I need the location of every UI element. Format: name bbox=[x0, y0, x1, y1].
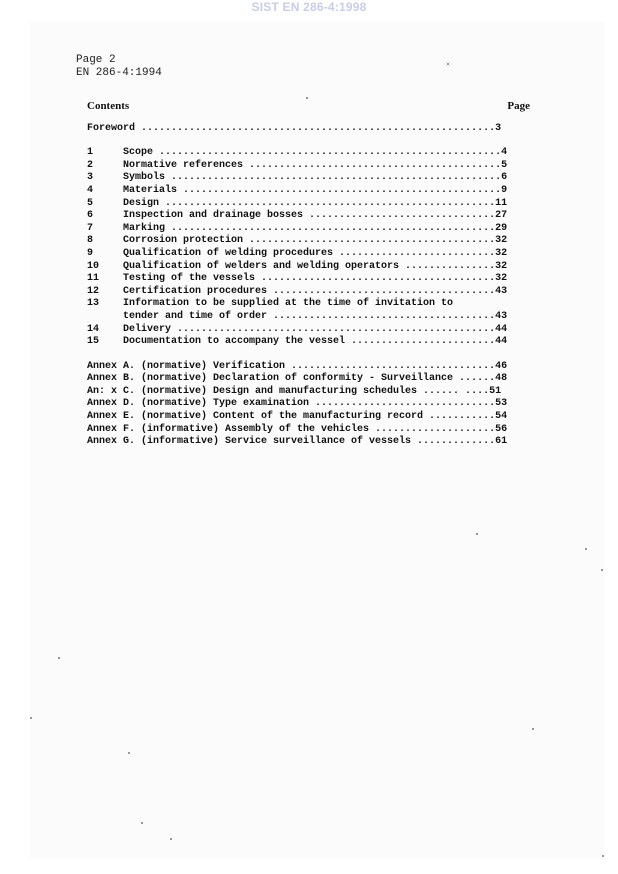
scan-speck bbox=[30, 717, 32, 719]
scan-speck bbox=[602, 855, 604, 857]
scan-speck bbox=[58, 657, 60, 659]
toc-entry: 13 Information to be supplied at the time of invitation to bbox=[87, 298, 454, 310]
scan-speck bbox=[447, 63, 449, 65]
toc-title: Contents bbox=[87, 100, 130, 112]
page-number: Page 2 bbox=[76, 54, 116, 66]
scan-speck bbox=[532, 728, 534, 730]
toc-sections bbox=[87, 147, 530, 349]
toc-entry: 10 Qualification of welders and welding operators ...............32 bbox=[87, 260, 508, 272]
toc-entry: 15 Documentation to accompany the vessel ........................44 bbox=[87, 336, 508, 348]
toc-annex-entry: An: x C. (normative) Design and manufacturing schedules ...... ....51 bbox=[87, 385, 502, 397]
toc-entry: 14 Delivery .....................................................44 bbox=[87, 323, 508, 335]
toc-entry: 1 Scope .........................................................4 bbox=[87, 147, 508, 159]
toc-page-label: Page bbox=[507, 100, 530, 112]
toc-entry: 3 Symbols .......................................................6 bbox=[87, 172, 508, 184]
toc-annex-entry: Annex F. (informative) Assembly of the vehicles ....................56 bbox=[87, 423, 508, 435]
toc-entry: 7 Marking ......................................................29 bbox=[87, 222, 508, 234]
toc-annex-entry: Annex G. (informative) Service surveillance of vessels .............61 bbox=[87, 436, 508, 448]
toc-entry: 4 Materials .....................................................9 bbox=[87, 184, 508, 196]
toc-entry: 12 Certification procedures .....................................43 bbox=[87, 285, 508, 297]
scan-speck bbox=[601, 569, 603, 571]
toc-annex-entry: Annex B. (normative) Declaration of conformity - Surveillance ......48 bbox=[87, 373, 508, 385]
toc-header bbox=[87, 100, 530, 113]
toc-annex-entry: Annex E. (normative) Content of the manufacturing record ...........54 bbox=[87, 411, 508, 423]
toc-entry: 8 Corrosion protection .........................................32 bbox=[87, 235, 508, 247]
toc-entry: 9 Qualification of welding procedures ..........................32 bbox=[87, 247, 508, 259]
toc-annexes bbox=[87, 361, 530, 449]
scan-speck bbox=[141, 822, 143, 824]
table-of-contents bbox=[87, 100, 530, 449]
toc-entry: 11 Testing of the vessels .......................................32 bbox=[87, 273, 508, 285]
watermark: SIST EN 286-4:1998 bbox=[251, 0, 367, 14]
toc-entry: 2 Normative references ..........................................5 bbox=[87, 159, 508, 171]
toc-annex-entry: Annex D. (normative) Type examination ..............................53 bbox=[87, 398, 508, 410]
toc-foreword: Foreword ...........................................................3 bbox=[87, 122, 502, 134]
scan-speck bbox=[170, 838, 172, 840]
toc-annex-entry: Annex A. (normative) Verification ..................................46 bbox=[87, 360, 508, 372]
toc-entry: 5 Design .......................................................11 bbox=[87, 197, 508, 209]
page-header bbox=[76, 54, 162, 80]
toc-entry: tender and time of order .....................................43 bbox=[87, 310, 508, 322]
scan-speck bbox=[306, 97, 308, 99]
scan-speck bbox=[476, 533, 478, 535]
scan-speck bbox=[128, 752, 130, 754]
scan-speck bbox=[585, 548, 587, 550]
toc-entry: 6 Inspection and drainage bosses ...............................27 bbox=[87, 210, 508, 222]
standard-id: EN 286-4:1994 bbox=[76, 67, 162, 79]
